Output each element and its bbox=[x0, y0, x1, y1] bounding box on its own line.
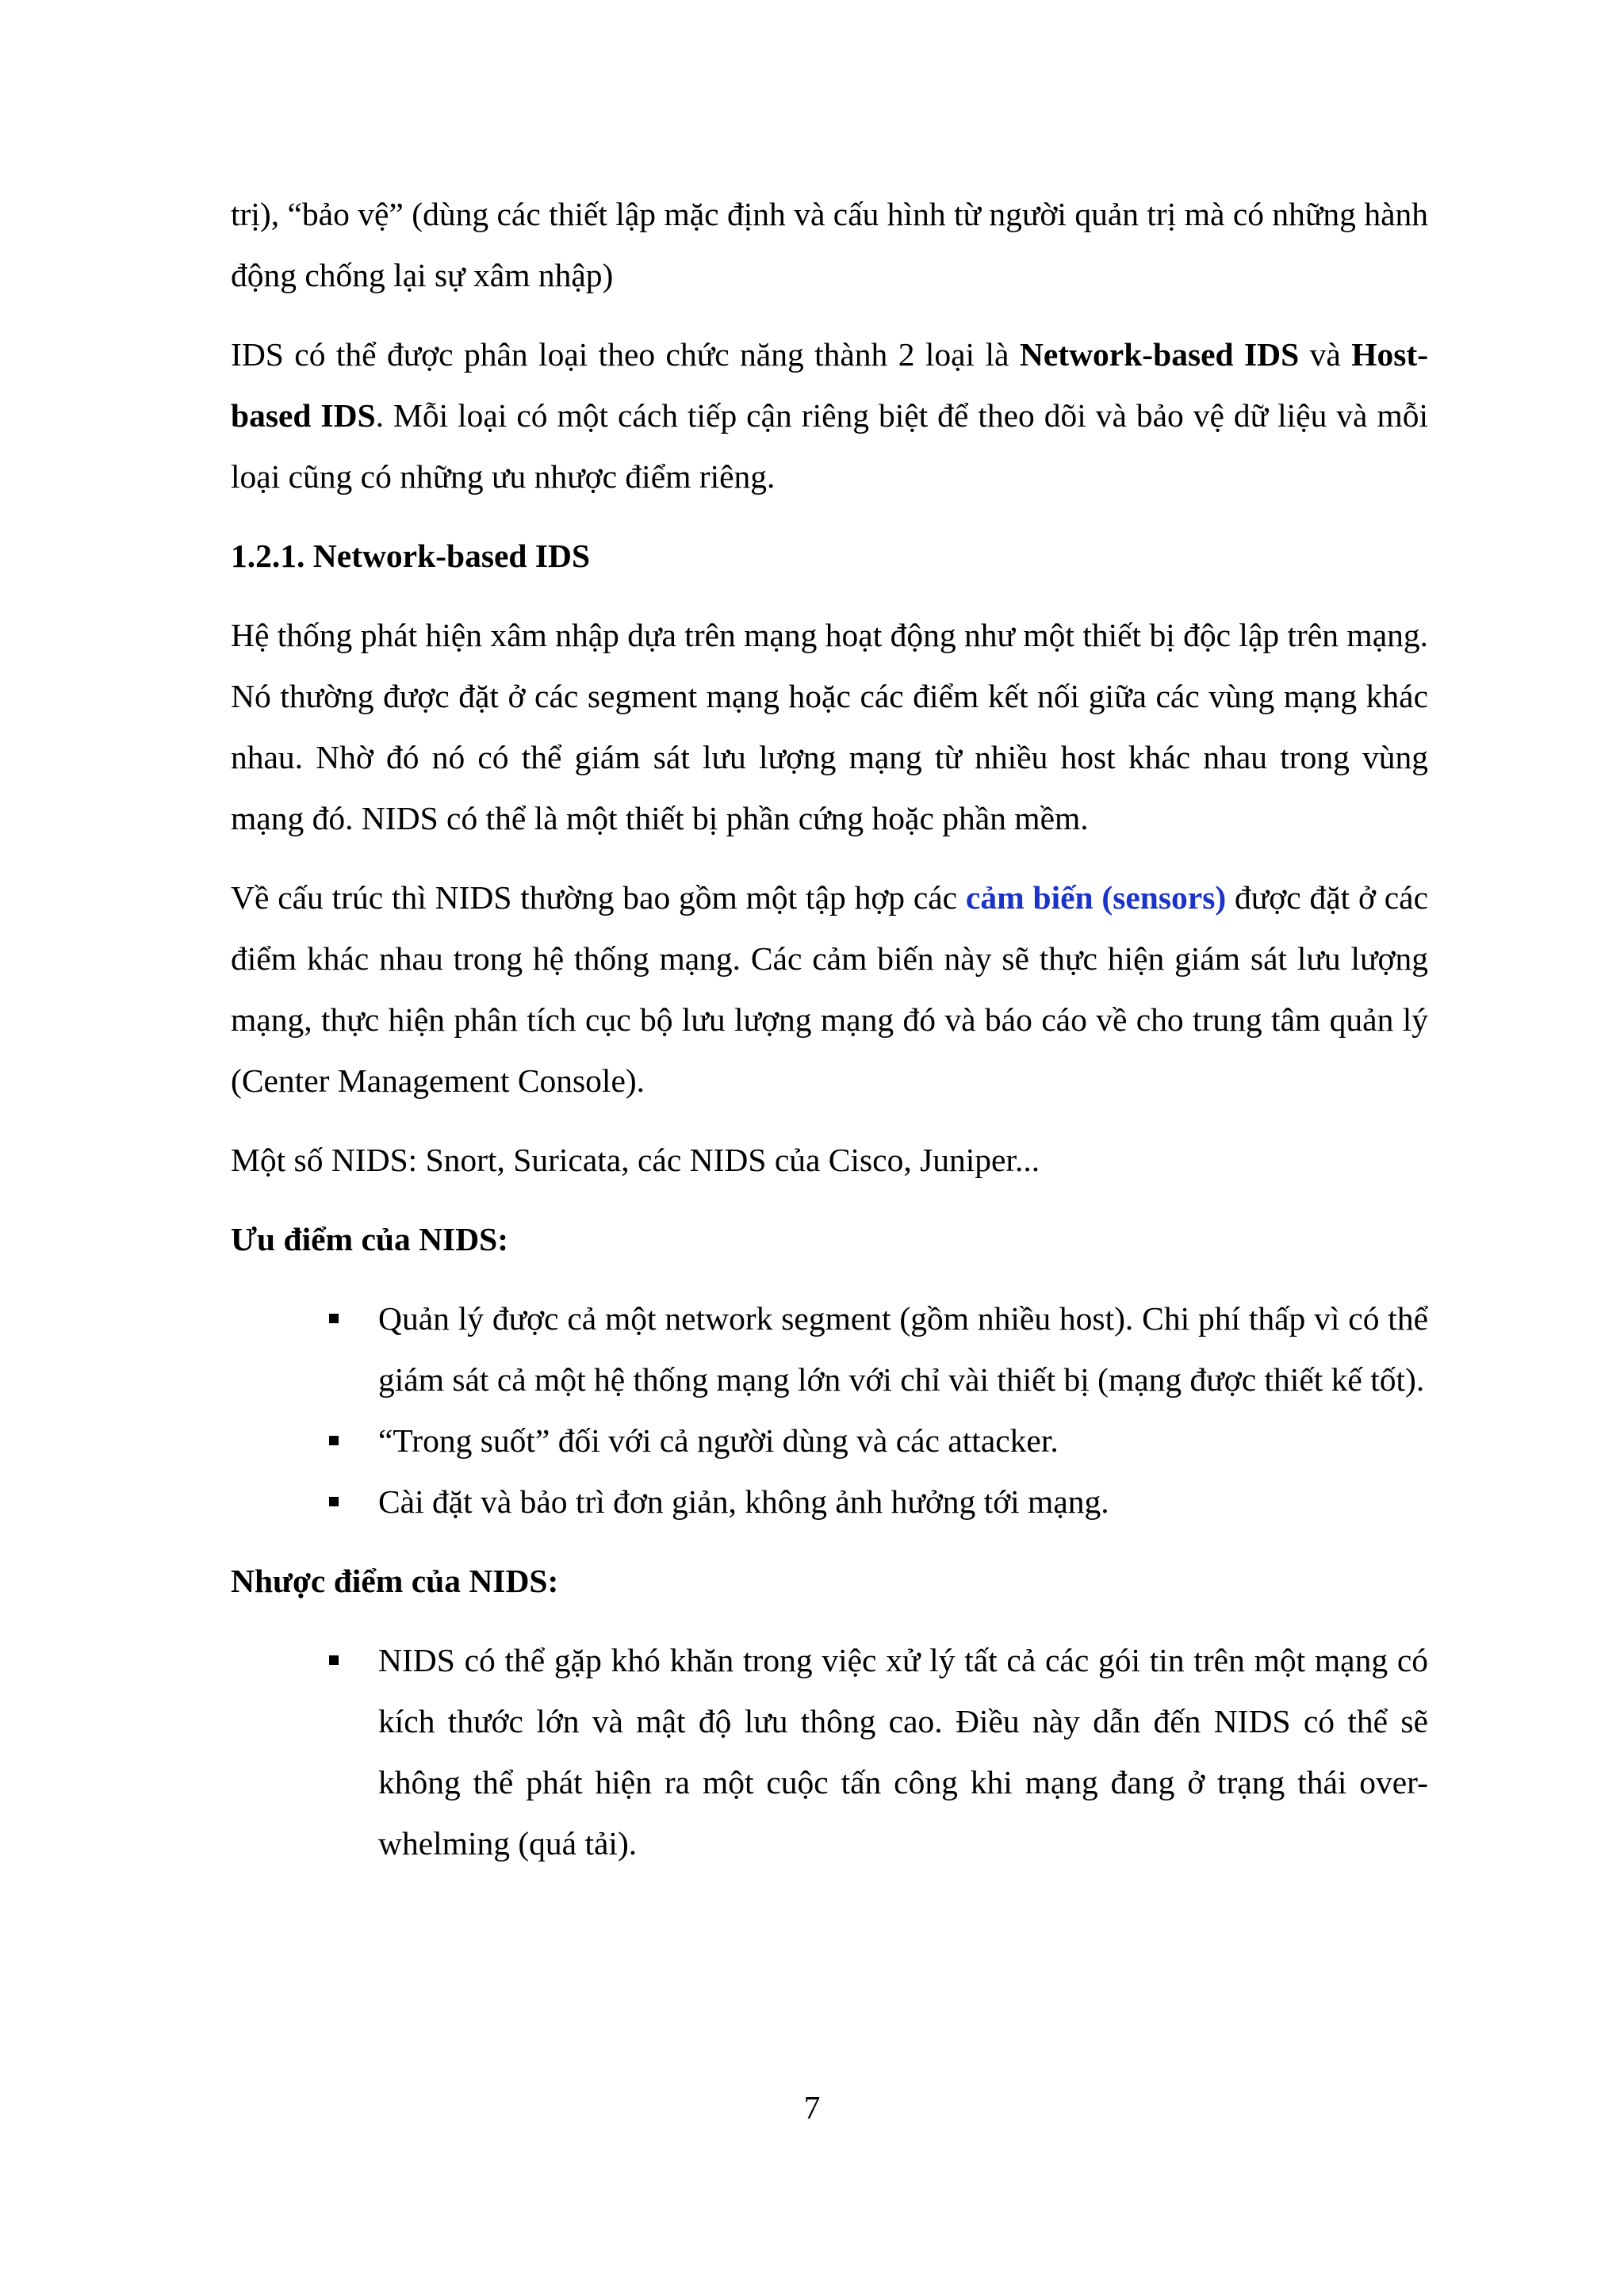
page-content bbox=[231, 184, 1428, 1892]
list-item-text: Quản lý được cả một network segment (gồm nhiều host). Chi phí thấp vì có thể giám sát cả một hệ thống mạng lớn với chỉ vài thiết bị (mạng được thiết kế tốt). bbox=[378, 1300, 1428, 1398]
advantages-list bbox=[231, 1288, 1428, 1533]
square-bullet-icon bbox=[329, 1497, 339, 1506]
disadvantages-list bbox=[231, 1630, 1428, 1874]
bold-term-network-based-ids: Network-based IDS bbox=[1019, 336, 1300, 373]
section-heading: 1.2.1. Network-based IDS bbox=[231, 538, 591, 574]
advantages-heading: Ưu điểm của NIDS: bbox=[231, 1221, 509, 1257]
bold-term-host-based-ids: Host-based IDS bbox=[231, 336, 1429, 434]
paragraph-protection-continued: trị), “bảo vệ” (dùng các thiết lập mặc định và cấu hình từ người quản trị mà có những hành động chống lại sự xâm nhập) bbox=[231, 196, 1428, 293]
list-item bbox=[231, 1410, 1428, 1471]
paragraph-nids-examples: Một số NIDS: Snort, Suricata, các NIDS của Cisco, Juniper... bbox=[231, 1142, 1040, 1178]
list-item bbox=[231, 1630, 1428, 1874]
text-segment: được đặt ở các điểm khác nhau trong hệ thống mạng. Các cảm biến này sẽ thực hiện giám sát lưu lượng mạng, thực hiện phân tích cục bộ lưu lượng mạng đó và báo cáo về cho trung tâm quản lý (Center Management Console). bbox=[231, 879, 1428, 1099]
list-item-text: Cài đặt và bảo trì đơn giản, không ảnh hưởng tới mạng. bbox=[378, 1483, 1109, 1520]
text-segment: . Mỗi loại có một cách tiếp cận riêng biệt để theo dõi và bảo vệ dữ liệu và mỗi loại cũng có những ưu nhược điểm riêng. bbox=[231, 397, 1429, 495]
list-item-text: NIDS có thể gặp khó khăn trong việc xử lý tất cả các gói tin trên một mạng có kích thước lớn và mật độ lưu thông cao. Điều này dẫn đến NIDS có thể sẽ không thể phát hiện ra một cuộc tấn công khi mạng đang ở trạng thái over-whelming (quá tải). bbox=[378, 1642, 1428, 1862]
list-item bbox=[231, 1288, 1428, 1410]
text-segment: Về cấu trúc thì NIDS thường bao gồm một tập hợp các bbox=[231, 879, 966, 916]
highlight-sensors: cảm biến (sensors) bbox=[965, 879, 1227, 916]
paragraph-nids-structure bbox=[231, 867, 1428, 1112]
paragraph-nids-description: Hệ thống phát hiện xâm nhập dựa trên mạng hoạt động như một thiết bị độc lập trên mạng. Nó thường được đặt ở các segment mạng hoặc các điểm kết nối giữa các vùng mạng khác nhau. Nhờ đó nó có thể giám sát lưu lượng mạng từ nhiều host khác nhau trong vùng mạng đó. NIDS có thể là một thiết bị phần cứng hoặc phần mềm. bbox=[231, 617, 1428, 836]
list-item-text: “Trong suốt” đối với cả người dùng và các attacker. bbox=[378, 1422, 1059, 1459]
disadvantages-heading: Nhược điểm của NIDS: bbox=[231, 1563, 559, 1599]
text-segment: IDS có thể được phân loại theo chức năng thành 2 loại là bbox=[231, 336, 1020, 373]
list-item bbox=[231, 1471, 1428, 1533]
square-bullet-icon bbox=[329, 1436, 339, 1445]
paragraph-ids-classification bbox=[231, 324, 1428, 507]
text-segment: và bbox=[1299, 336, 1352, 373]
square-bullet-icon bbox=[329, 1655, 339, 1665]
square-bullet-icon bbox=[329, 1314, 339, 1323]
page-number: 7 bbox=[803, 2089, 821, 2126]
